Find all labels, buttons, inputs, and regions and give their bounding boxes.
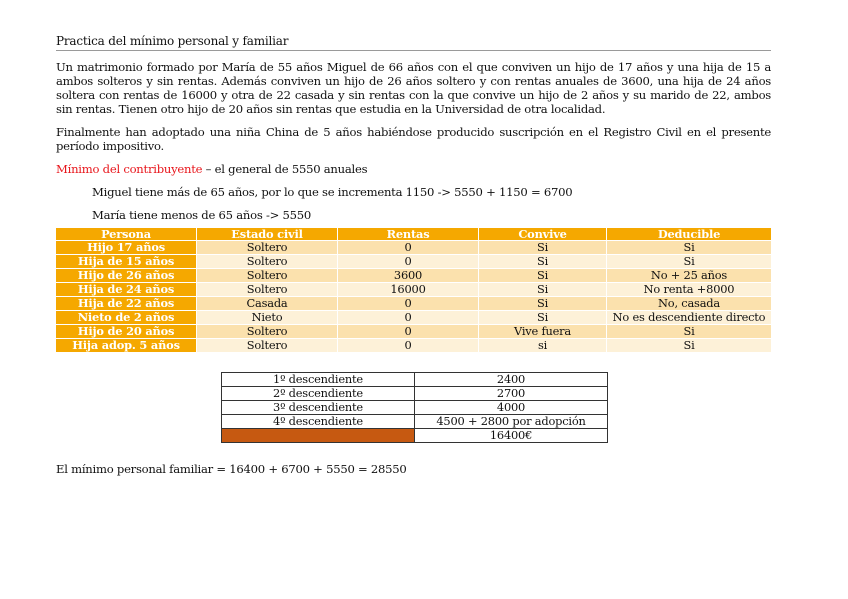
miguel-line: Miguel tiene más de 65 años, por lo que se incrementa 1150 -> 5550 + 1150 = 6700 (92, 185, 573, 199)
header-convive: Convive (479, 228, 606, 240)
cell-deducible: No es descendiente directo (607, 311, 771, 324)
header-estado-civil: Estado civil (197, 228, 337, 240)
table-row (56, 241, 771, 254)
cell-deducible: Si (607, 325, 771, 338)
cell-deducible: No renta +8000 (607, 283, 771, 296)
cell-deducible: Si (607, 241, 771, 254)
descendiente-amount: 2400 (415, 373, 608, 387)
cell-convive: Si (479, 311, 606, 324)
table-row (56, 311, 771, 324)
cell-deducible: No, casada (607, 297, 771, 310)
total-label-cell (222, 429, 415, 443)
family-table-header (56, 228, 771, 240)
descendiente-label: 4º descendiente (222, 415, 415, 429)
table-row (56, 297, 771, 310)
cell-convive: Vive fuera (479, 325, 606, 338)
table-row (222, 387, 608, 401)
final-result-line: El mínimo personal familiar = 16400 + 6700 + 5550 = 28550 (56, 462, 407, 476)
header-rentas: Rentas (338, 228, 478, 240)
cell-estado: Casada (197, 297, 337, 310)
cell-convive: Si (479, 255, 606, 268)
table-row (222, 415, 608, 429)
table-row (56, 255, 771, 268)
cell-rentas: 0 (338, 241, 478, 254)
cell-convive: Si (479, 269, 606, 282)
cell-convive: Si (479, 283, 606, 296)
descendiente-amount: 4000 (415, 401, 608, 415)
cell-rentas: 0 (338, 255, 478, 268)
cell-rentas: 0 (338, 311, 478, 324)
family-table (55, 227, 772, 353)
table-row (222, 373, 608, 387)
cell-persona: Nieto de 2 años (56, 311, 196, 324)
table-row-total (222, 429, 608, 443)
table-row (56, 269, 771, 282)
cell-deducible: Si (607, 255, 771, 268)
cell-deducible: Si (607, 339, 771, 352)
cell-convive: Si (479, 241, 606, 254)
cell-persona: Hija adop. 5 años (56, 339, 196, 352)
total-amount: 16400€ (415, 429, 608, 443)
cell-persona: Hija de 24 años (56, 283, 196, 296)
cell-estado: Soltero (197, 283, 337, 296)
descendiente-amount: 2700 (415, 387, 608, 401)
maria-line: María tiene menos de 65 años -> 5550 (92, 208, 312, 222)
document-title: Practica del mínimo personal y familiar (56, 34, 771, 51)
cell-estado: Soltero (197, 241, 337, 254)
adoption-paragraph: Finalmente han adoptado una niña China de 5 años habiéndose producido suscripción en el Registro Civil en el presente período impositivo. (56, 125, 771, 153)
descendiente-label: 2º descendiente (222, 387, 415, 401)
contribuyente-rest: – el general de 5550 anuales (202, 162, 368, 176)
problem-paragraph: Un matrimonio formado por María de 55 años Miguel de 66 años con el que conviven un hijo de 17 años y una hija de 15 a ambos solteros y sin rentas. Además conviven un hijo de 26 años soltero y con rentas anuales de 3600, una hija de 24 años soltera con rentas de 16000 y otra de 22 casada y sin rentas con la que convive un hijo de 2 años y su marido de 22, ambos sin rentas. Tienen otro hijo de 20 años sin rentas que estudia en la Universidad de otra localidad. (56, 60, 771, 116)
descendiente-label: 1º descendiente (222, 373, 415, 387)
cell-rentas: 0 (338, 325, 478, 338)
document-page (56, 34, 771, 476)
cell-estado: Soltero (197, 339, 337, 352)
cell-estado: Soltero (197, 255, 337, 268)
cell-persona: Hijo de 26 años (56, 269, 196, 282)
header-deducible: Deducible (607, 228, 771, 240)
descendientes-table (221, 372, 608, 443)
table-row (56, 339, 771, 352)
cell-persona: Hija de 22 años (56, 297, 196, 310)
header-persona: Persona (56, 228, 196, 240)
cell-rentas: 0 (338, 297, 478, 310)
cell-estado: Nieto (197, 311, 337, 324)
cell-rentas: 16000 (338, 283, 478, 296)
descendiente-label: 3º descendiente (222, 401, 415, 415)
cell-convive: si (479, 339, 606, 352)
cell-rentas: 3600 (338, 269, 478, 282)
table-row (222, 401, 608, 415)
contribuyente-line (56, 162, 771, 176)
cell-deducible: No + 25 años (607, 269, 771, 282)
cell-estado: Soltero (197, 325, 337, 338)
descendiente-amount: 4500 + 2800 por adopción (415, 415, 608, 429)
table-row (56, 283, 771, 296)
cell-persona: Hija de 15 años (56, 255, 196, 268)
table-row (56, 325, 771, 338)
cell-estado: Soltero (197, 269, 337, 282)
cell-rentas: 0 (338, 339, 478, 352)
contribuyente-label: Mínimo del contribuyente (56, 162, 203, 176)
cell-persona: Hijo 17 años (56, 241, 196, 254)
cell-convive: Si (479, 297, 606, 310)
cell-persona: Hijo de 20 años (56, 325, 196, 338)
